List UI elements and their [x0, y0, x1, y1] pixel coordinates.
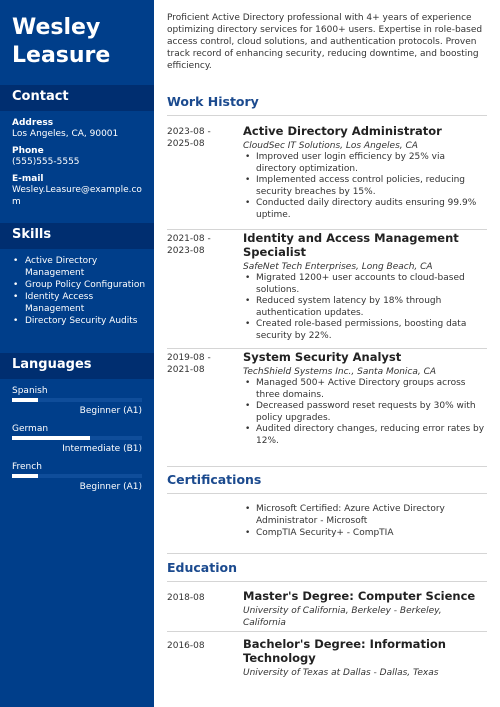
education-date: 2018-08 — [167, 593, 205, 603]
language-item-spanish — [12, 386, 142, 417]
job-title: Active Directory Administrator — [243, 124, 442, 138]
email-label: E-mail — [12, 174, 44, 184]
job-start-date: 2021-08 - — [167, 234, 211, 244]
job-bullet: • Decreased password reset requests by 30% with policy upgrades. — [243, 401, 485, 424]
job-dates — [167, 233, 237, 257]
job-company: CloudSec IT Solutions, Los Angeles, CA — [243, 141, 418, 151]
skill-item: • Identity Access Management — [12, 291, 148, 315]
job-bullets — [243, 152, 485, 221]
job-entry — [243, 124, 485, 221]
candidate-name — [12, 14, 110, 70]
last-name: Leasure — [12, 43, 111, 68]
job-bullet: • Migrated 1200+ user accounts to cloud-based solutions. — [243, 273, 485, 296]
language-name: German — [12, 424, 49, 434]
language-level: Beginner (A1) — [79, 406, 142, 416]
skills-heading: Skills — [0, 223, 154, 249]
job-end-date: 2023-08 — [167, 246, 205, 256]
language-proficiency-bar — [12, 436, 142, 440]
job-dates — [167, 352, 237, 376]
skills-list — [12, 255, 148, 327]
professional-summary: Proficient Active Directory professional with 4+ years of experience optimizing directory services for 1600+ users. Expertise in role-based access control, cloud solutions, and authentication protocols. Proven track record of enhancing security, reducing downtime, and boosting efficiency. — [167, 13, 483, 71]
job-bullet: • Created role-based permissions, boosting data security by 22%. — [243, 319, 485, 342]
education-entry — [243, 637, 485, 679]
first-name: Wesley — [12, 15, 101, 40]
job-bullets — [243, 378, 485, 447]
phone-label: Phone — [12, 146, 44, 156]
school-name: University of Texas at Dallas - Dallas, Texas — [243, 668, 439, 678]
job-bullet: • Audited directory changes, reducing error rates by 12%. — [243, 424, 485, 447]
language-item-french — [12, 462, 142, 493]
section-divider — [167, 229, 487, 230]
language-proficiency-fill — [12, 398, 38, 402]
job-end-date: 2021-08 — [167, 365, 205, 375]
language-proficiency-bar — [12, 398, 142, 402]
language-name: French — [12, 462, 42, 472]
language-proficiency-fill — [12, 474, 38, 478]
section-divider — [167, 466, 487, 467]
skill-item: • Group Policy Configuration — [12, 279, 148, 291]
education-date: 2016-08 — [167, 641, 205, 651]
job-title: System Security Analyst — [243, 350, 402, 364]
job-end-date: 2025-08 — [167, 139, 205, 149]
skill-item: • Directory Security Audits — [12, 315, 148, 327]
certifications-list — [243, 503, 485, 539]
job-bullet: • Improved user login efficiency by 25% via directory optimization. — [243, 152, 485, 175]
job-bullet: • Implemented access control policies, reducing security breaches by 15%. — [243, 175, 485, 198]
phone-value: (555)555-5555 — [12, 157, 80, 167]
job-company: TechShield Systems Inc., Santa Monica, CA — [243, 367, 437, 377]
degree-title: Bachelor's Degree: Information Technology — [243, 637, 446, 665]
skill-item: • Active Directory Management — [12, 255, 148, 279]
address-label: Address — [12, 118, 54, 128]
languages-heading: Languages — [0, 353, 154, 379]
address-value: Los Angeles, CA, 90001 — [12, 129, 119, 139]
job-title: Identity and Access Management Specialist — [243, 231, 459, 259]
section-divider — [167, 631, 487, 632]
language-name: Spanish — [12, 386, 48, 396]
section-divider — [167, 493, 487, 494]
job-bullets — [243, 273, 485, 342]
job-company: SafeNet Tech Enterprises, Long Beach, CA — [243, 262, 433, 272]
job-entry — [243, 350, 485, 447]
language-level: Intermediate (B1) — [62, 444, 142, 454]
job-start-date: 2023-08 - — [167, 127, 211, 137]
school-name: University of California, Berkeley - Berkeley, California — [243, 606, 442, 628]
sidebar — [0, 0, 154, 707]
language-proficiency-fill — [12, 436, 90, 440]
work-history-heading: Work History — [167, 94, 259, 109]
job-start-date: 2019-08 - — [167, 353, 211, 363]
language-level: Beginner (A1) — [79, 482, 142, 492]
education-heading: Education — [167, 560, 237, 575]
language-proficiency-bar — [12, 474, 142, 478]
degree-title: Master's Degree: Computer Science — [243, 589, 476, 603]
job-bullet: • Conducted daily directory audits ensuring 99.9% uptime. — [243, 198, 485, 221]
job-bullet: • Managed 500+ Active Directory groups across three domains. — [243, 378, 485, 401]
job-dates — [167, 126, 237, 150]
job-entry — [243, 231, 485, 342]
section-divider — [167, 553, 487, 554]
language-item-german — [12, 424, 142, 455]
certifications-heading: Certifications — [167, 472, 262, 487]
education-entry — [243, 589, 485, 629]
section-divider — [167, 581, 487, 582]
section-divider — [167, 115, 487, 116]
certification-item: • CompTIA Security+ - CompTIA — [243, 527, 485, 539]
section-divider — [167, 348, 487, 349]
job-bullet: • Reduced system latency by 18% through authentication updates. — [243, 296, 485, 319]
email-value[interactable]: Wesley.Leasure@example.com — [12, 185, 142, 207]
contact-heading: Contact — [0, 85, 154, 111]
certification-item: • Microsoft Certified: Azure Active Directory Administrator - Microsoft — [243, 503, 485, 527]
